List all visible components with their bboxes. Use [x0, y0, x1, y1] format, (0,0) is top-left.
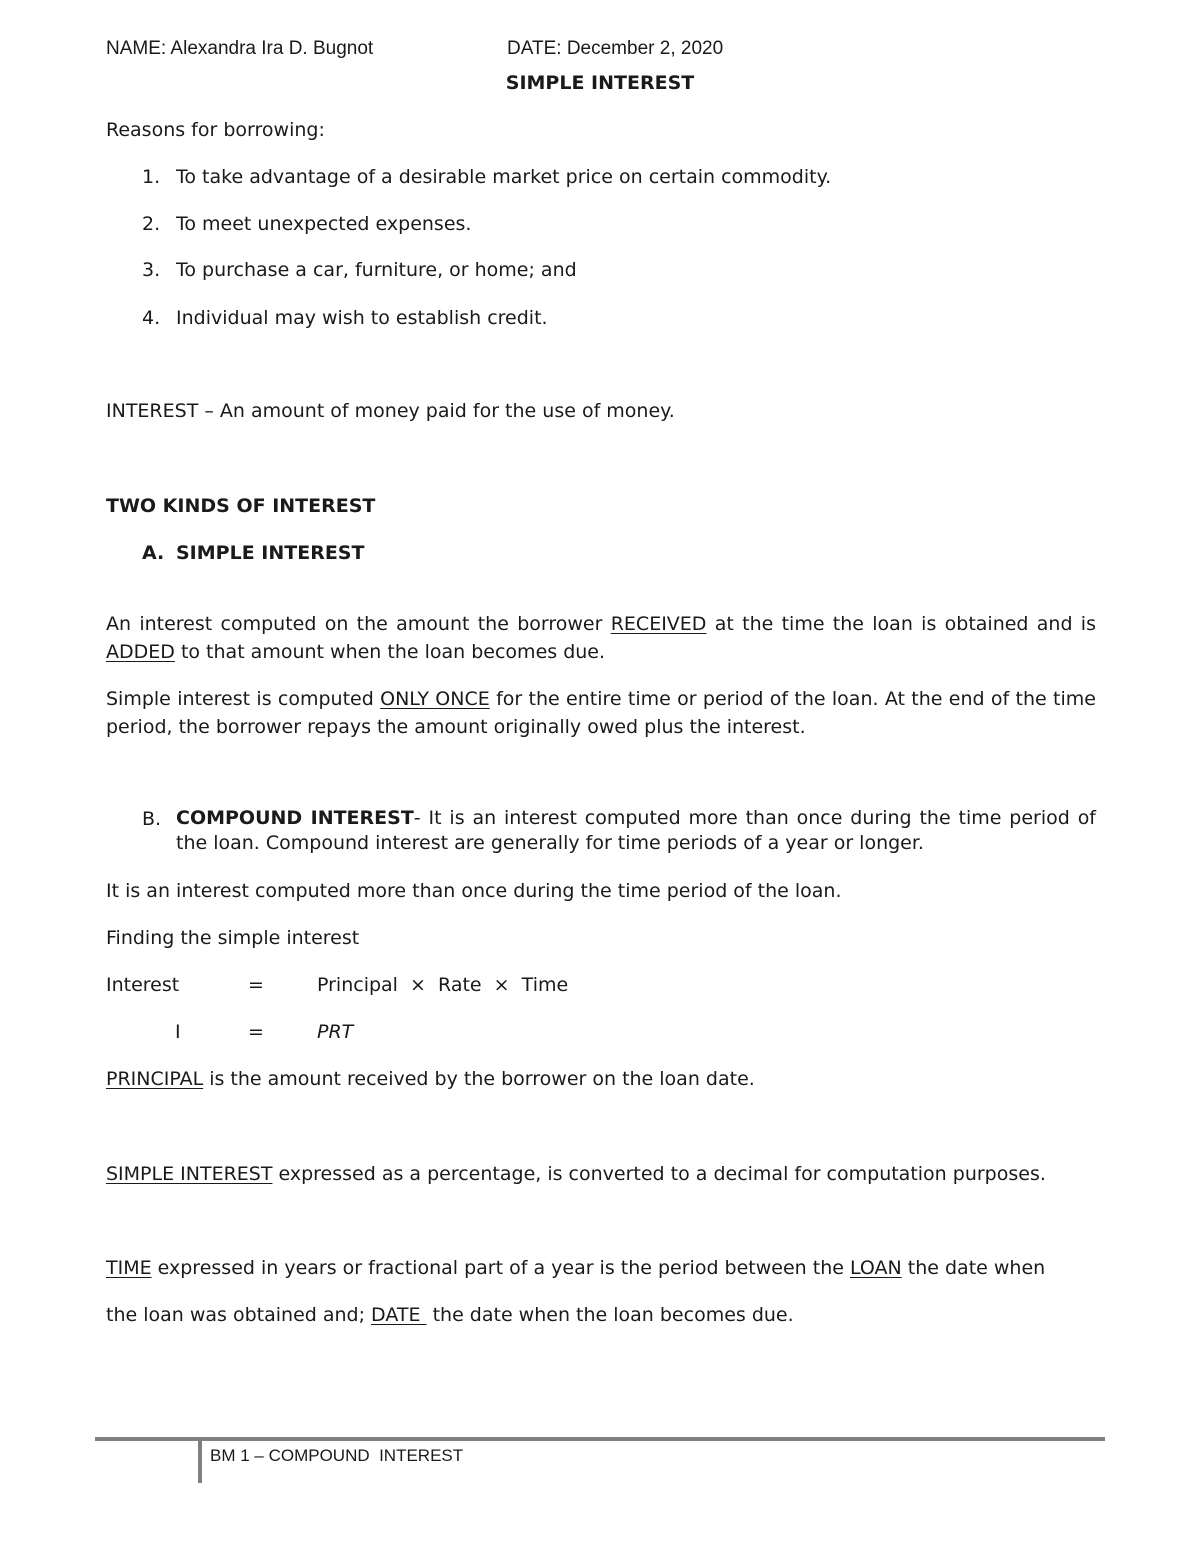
time-definition-line-1 — [106, 1257, 1096, 1280]
text-run: the date when the loan becomes due. — [426, 1304, 794, 1326]
name-label: NAME: — [106, 38, 167, 59]
compound-interest-paragraph — [176, 806, 1096, 856]
formula-equals-2: = — [248, 1021, 264, 1043]
date-term: DATE — [371, 1304, 427, 1326]
text-run: expressed as a percentage, is converted to a decimal for computation purposes. — [272, 1163, 1046, 1185]
section-b-letter: B. — [142, 808, 162, 830]
name-line — [106, 38, 373, 61]
compound-line: It is an interest computed more than once during the time period of the loan. — [106, 880, 842, 902]
formula-rhs-1: Principal × Rate × Time — [317, 974, 569, 996]
text-run: Simple interest is computed — [106, 688, 381, 710]
footer-bar — [198, 1441, 202, 1483]
simple-interest-paragraph-2 — [106, 685, 1096, 741]
section-a-title: SIMPLE INTEREST — [176, 542, 365, 564]
simple-interest-definition — [106, 1163, 1046, 1186]
footer-text: BM 1 – COMPOUND INTEREST — [210, 1446, 464, 1465]
added-term: ADDED — [106, 641, 175, 663]
list-item: To take advantage of a desirable market price on certain commodity. — [176, 166, 832, 188]
formula-equals-1: = — [248, 974, 264, 996]
list-item: To meet unexpected expenses. — [176, 213, 472, 235]
name-value: Alexandra Ira D. Bugnot — [170, 38, 374, 59]
interest-definition: INTEREST – An amount of money paid for the use of money. — [106, 400, 675, 422]
loan-term: LOAN — [849, 1257, 902, 1279]
time-term: TIME — [106, 1257, 152, 1279]
footer-rule — [95, 1437, 1105, 1441]
list-item: Individual may wish to establish credit. — [176, 307, 548, 329]
only-once-term: ONLY ONCE — [380, 688, 490, 710]
text-run: the loan was obtained and; — [106, 1304, 372, 1326]
principal-term: PRINCIPAL — [106, 1068, 204, 1090]
text-run: to that amount when the loan becomes due. — [174, 641, 606, 663]
list-item: To purchase a car, furniture, or home; and — [176, 259, 577, 281]
text-run: at the time the loan is obtained and is — [706, 613, 1096, 635]
principal-definition — [106, 1068, 755, 1091]
reasons-heading: Reasons for borrowing: — [106, 119, 325, 141]
section-b-title: COMPOUND INTEREST — [176, 807, 414, 829]
date-line — [507, 38, 723, 61]
time-definition-line-2 — [106, 1304, 794, 1327]
list-item-number: 3. — [142, 259, 161, 281]
text-run: for the entire time or period of the loan. At the end of the time period, the borrower repays the amount originally owed plus the interest. — [106, 688, 1096, 738]
list-item-number: 1. — [142, 166, 161, 188]
section-a-letter: A. — [142, 542, 165, 564]
received-term: RECEIVED — [610, 613, 707, 635]
text-run: expressed in years or fractional part of a year is the period between the — [151, 1257, 850, 1279]
formula-lhs-1: Interest — [106, 974, 180, 996]
formula-heading: Finding the simple interest — [106, 927, 360, 949]
text-run: - It is an interest computed more than once during the time period of the loan. Compound interest are generally for time periods of a year or longer. — [176, 807, 1097, 854]
list-item-number: 2. — [142, 213, 161, 235]
simple-interest-paragraph-1 — [106, 610, 1096, 666]
kinds-heading: TWO KINDS OF INTEREST — [106, 495, 376, 517]
formula-rhs-2: PRT — [317, 1021, 354, 1043]
text-run: is the amount received by the borrower on the loan date. — [203, 1068, 755, 1090]
formula-lhs-2: I — [175, 1021, 181, 1043]
date-label: DATE: — [507, 38, 562, 59]
text-run: the date when — [901, 1257, 1046, 1279]
page-title: SIMPLE INTEREST — [505, 72, 695, 94]
simple-interest-term: SIMPLE INTEREST — [106, 1163, 273, 1185]
date-value: December 2, 2020 — [566, 38, 724, 59]
list-item-number: 4. — [142, 307, 161, 329]
text-run: An interest computed on the amount the borrower — [106, 613, 611, 635]
